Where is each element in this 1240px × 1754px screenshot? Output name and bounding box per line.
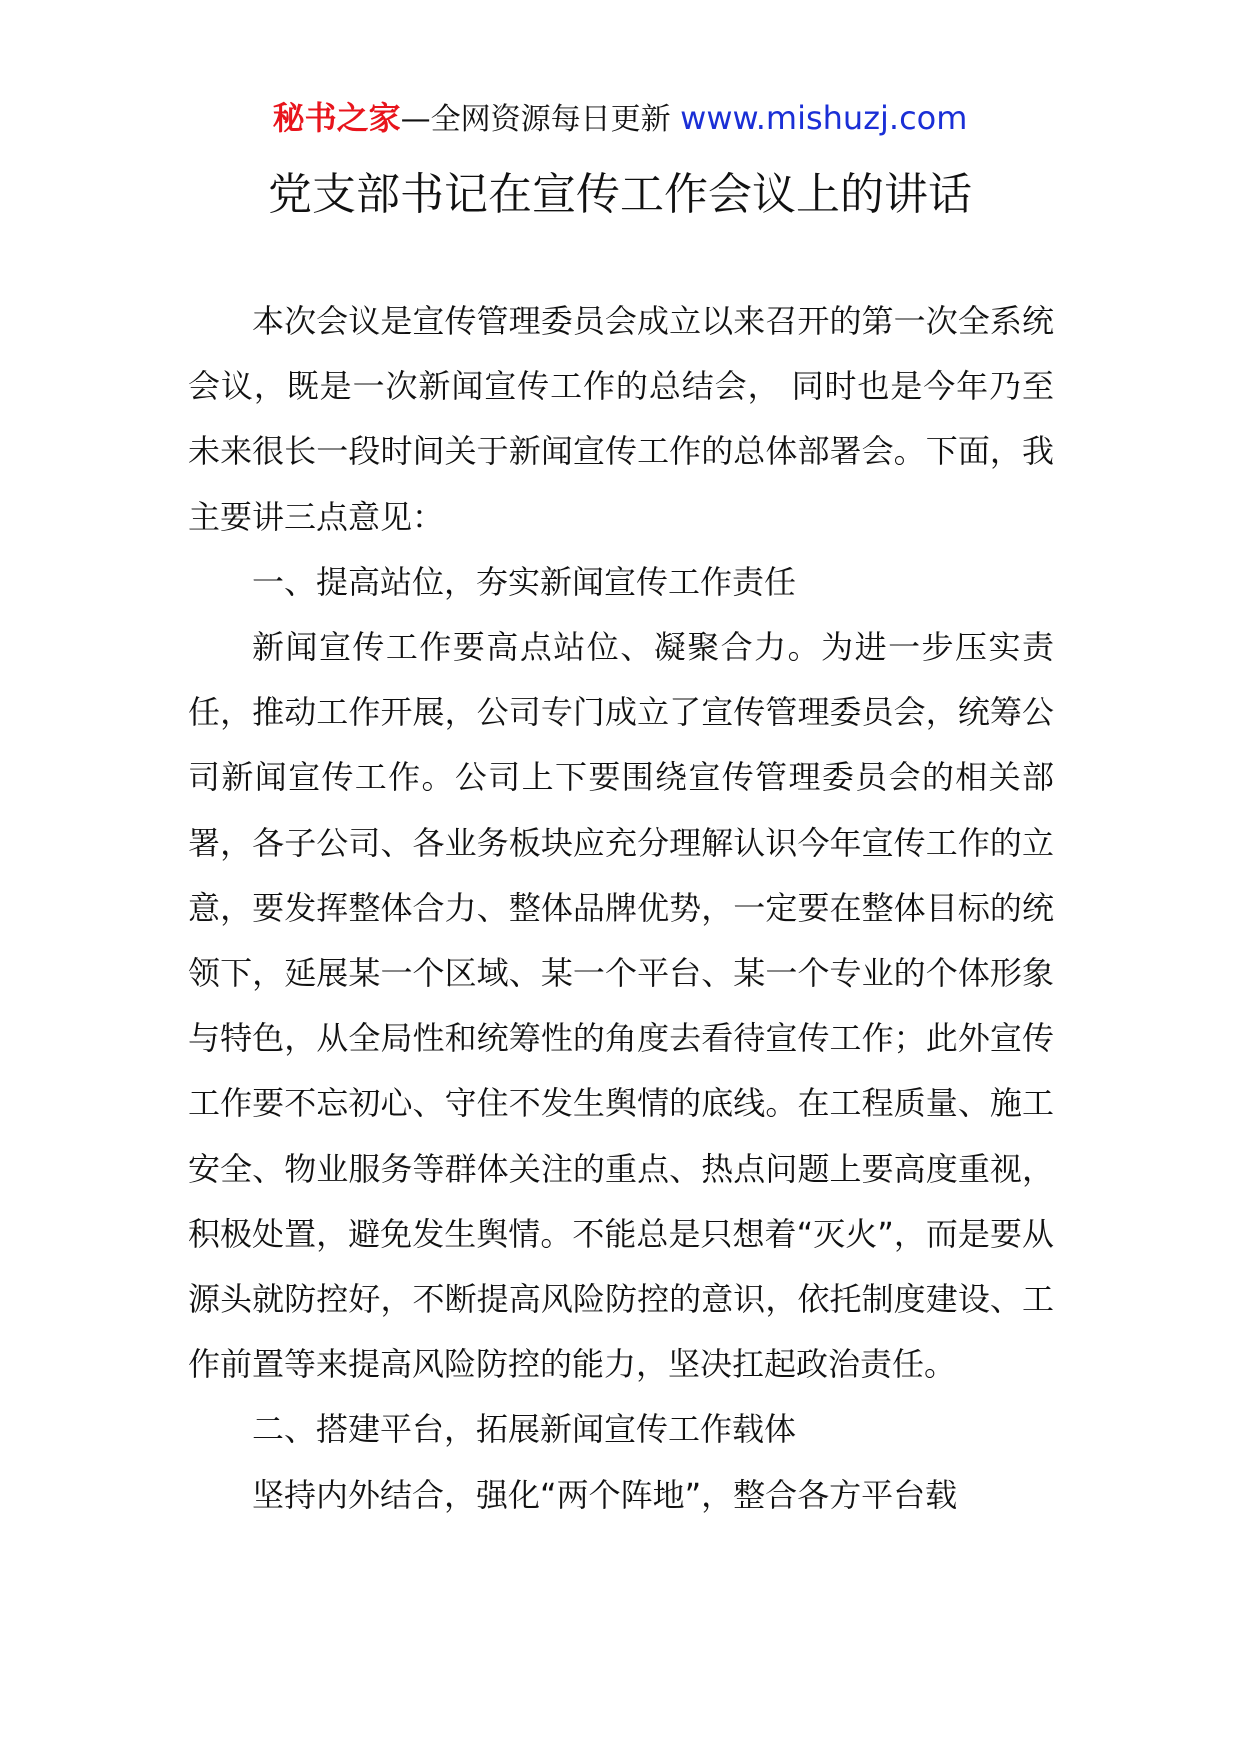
site-url-link[interactable]: www.mishuzj.com: [680, 99, 968, 137]
document-body: [188, 289, 1054, 1528]
document-title: 党支部书记在宣传工作会议上的讲话: [268, 169, 972, 220]
site-slogan: —全网资源每日更新: [400, 102, 671, 137]
paragraph-section-1: 新闻宣传工作要高点站位、凝聚合力。为进一步压实责任，推动工作开展，公司专门成立了宣传管理委员会，统筹公司新闻宣传工作。公司上下要围绕宣传管理委员会的相关部署，各子公司、各业务板块应充分理解认识今年宣传工作的立意，要发挥整体合力、整体品牌优势，一定要在整体目标的统领下，延展某一个区域、某一个平台、某一个专业的个体形象与特色，从全局性和统筹性的角度去看待宣传工作；此外宣传工作要不忘初心、守住不发生舆情的底线。在工程质量、施工安全、物业服务等群体关注的重点、热点问题上要高度重视，积极处置，避免发生舆情。不能总是只想着“灭火”，而是要从源头就防控好，不断提高风险防控的意识，依托制度建设、工作前置等来提高风险防控的能力，坚决扛起政治责任。: [188, 628, 1054, 1384]
section-heading-1: 一、提高站位，夯实新闻宣传工作责任: [252, 562, 797, 601]
section-heading-2: 二、搭建平台，拓展新闻宣传工作载体: [252, 1410, 797, 1449]
paragraph-section-2: 坚持内外结合，强化“两个阵地”，整合各方平台载: [252, 1475, 958, 1514]
paragraph-intro: 本次会议是宣传管理委员会成立以来召开的第一次全系统会议，既是一次新闻宣传工作的总结会， 同时也是今年乃至未来很长一段时间关于新闻宣传工作的总体部署会。下面，我主要讲三点意见：: [188, 302, 1054, 536]
site-brand: 秘书之家: [272, 99, 401, 137]
site-header: [0, 98, 1240, 140]
